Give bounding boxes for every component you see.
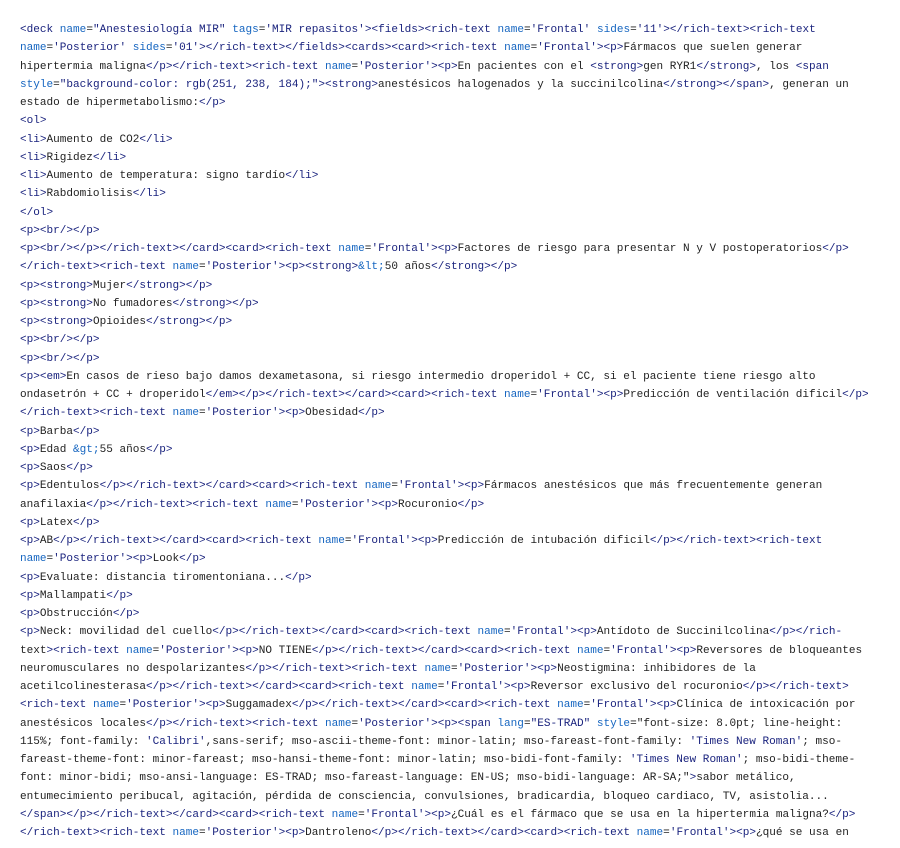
code-line: <p>Evaluate: distancia tiromentoniana...</p>: [20, 571, 312, 584]
code-line: entumecimiento peribucal, agitación, pérdida de consciencia, convulsiones, bradicardia, bloqueo cardiaco, TV, asistolia...: [20, 790, 829, 803]
code-line: </rich-text><rich-text name='Posterior'><p>Obesidad</p>: [20, 407, 385, 420]
code-line: anestésicos locales</p></rich-text><rich-text name='Posterior'><p><span lang="ES-TRAD" style="font-size: 8.0pt; line-height:: [20, 717, 843, 730]
code-line: <li>Aumento de temperatura: signo tardío</li>: [20, 170, 319, 182]
code-line: anafilaxia</p></rich-text><rich-text name='Posterior'><p>Rocuronio</p>: [20, 498, 485, 511]
code-line: </ol>: [20, 206, 54, 219]
code-line: <p>Edentulos</p></rich-text></card><card><rich-text name='Frontal'><p>Fármacos anestésicos que más frecuentemente generan: [20, 480, 823, 493]
code-line: <rich-text name='Posterior'><p>Suggamadex</p></rich-text></card><card><rich-text name='Frontal'><p>Clínica de intoxicación por: [20, 699, 856, 712]
code-line: hipertermia maligna</p></rich-text><rich-text name='Posterior'><p>En pacientes con el <strong>gen RYR1</strong>, los <span: [20, 60, 829, 73]
code-line: <li>Rabdomiolisis</li>: [20, 188, 166, 201]
code-line: ondasetrón + CC + droperidol</em></p></rich-text></card><card><rich-text name='Frontal'><p>Predicción de ventilación dificil</p>: [20, 389, 869, 401]
code-line: estado de hipermetabolismo:</p>: [20, 97, 226, 109]
xml-code-block: [20, 21, 900, 842]
code-line: <p><br/></p>: [20, 352, 100, 365]
code-line: <p><strong>Mujer</strong></p>: [20, 279, 213, 292]
code-line: <p>Edad &gt;55 años</p>: [20, 443, 173, 456]
code-line: <p>Obstrucción</p>: [20, 608, 140, 620]
code-line: <li>Aumento de CO2</li>: [20, 133, 173, 146]
code-line: font: minor-bidi; mso-ansi-language: ES-TRAD; mso-fareast-language: EN-US; mso-bidi-language: AR-SA;">sabor metálico,: [20, 772, 796, 785]
code-line: <p><strong>No fumadores</strong></p>: [20, 297, 259, 310]
code-line: </rich-text><rich-text name='Posterior'><p><strong>&lt;50 años</strong></p>: [20, 261, 518, 274]
code-line: <ol>: [20, 115, 47, 128]
code-line: neuromusculares no despolarizantes</p></rich-text><rich-text name='Posterior'><p>Neostigmina: inhibidores de la: [20, 662, 756, 675]
code-line: <p>Neck: movilidad del cuello</p></rich-text></card><card><rich-text name='Frontal'><p>Antídoto de Succinilcolina</p></rich-: [20, 626, 843, 639]
code-line: fareast-theme-font: minor-fareast; mso-hansi-theme-font: minor-latin; mso-bidi-font-family: 'Times New Roman'; mso-bidi-theme-: [20, 754, 856, 766]
code-line: <li>Rigidez</li>: [20, 151, 127, 164]
code-line: <p><strong>Opioides</strong></p>: [20, 316, 233, 328]
code-line: <p>Mallampati</p>: [20, 589, 133, 602]
code-line: name='Posterior'><p>Look</p>: [20, 553, 206, 566]
code-line: <p><br/></p>: [20, 224, 100, 237]
code-line: <p><br/></p>: [20, 334, 100, 347]
code-line: name='Posterior' sides='01'></rich-text></fields><cards><card><rich-text name='Frontal'><p>Fármacos que suelen generar: [20, 42, 803, 55]
code-line: <p>Barba</p>: [20, 425, 100, 438]
code-line: <p><em>En casos de rieso bajo damos dexametasona, si riesgo intermedio droperidol + CC, si el paciente tiene riesgo alto: [20, 370, 816, 383]
code-line: 115%; font-family: 'Calibri',sans-serif; mso-ascii-theme-font: minor-latin; mso-fareast-font-family: 'Times New Roman'; mso-: [20, 735, 843, 748]
code-line: style="background-color: rgb(251, 238, 184);"><strong>anestésicos halogenados y la succinilcolina</strong></span>, generan un: [20, 78, 849, 91]
code-line: </span></p></rich-text></card><card><rich-text name='Frontal'><p>¿Cuál es el fármaco que se usa en la hipertermia maligna?</p>: [20, 808, 856, 821]
code-line: <p>Saos</p>: [20, 462, 93, 474]
code-line: </rich-text><rich-text name='Posterior'><p>Dantroleno</p></rich-text></card><card><rich-text name='Frontal'><p>¿qué se usa en: [20, 827, 849, 839]
code-line: text><rich-text name='Posterior'><p>NO TIENE</p></rich-text></card><card><rich-text name='Frontal'><p>Reversores de bloqueantes: [20, 644, 863, 657]
code-line: acetilcolinesterasa</p></rich-text></card><card><rich-text name='Frontal'><p>Reversor exclusivo del rocuronio</p></rich-text>: [20, 681, 849, 693]
code-line: <deck name="Anestesiología MIR" tags='MIR repasitos'><fields><rich-text name='Frontal' sides='11'></rich-text><rich-text: [20, 24, 816, 36]
code-line: <p>Latex</p>: [20, 516, 100, 529]
code-line: <p><br/></p></rich-text></card><card><rich-text name='Frontal'><p>Factores de riesgo para presentar N y V postoperatorios</p>: [20, 243, 849, 255]
code-line: <p>AB</p></rich-text></card><card><rich-text name='Frontal'><p>Predicción de intubación dificil</p></rich-text><rich-text: [20, 535, 823, 547]
